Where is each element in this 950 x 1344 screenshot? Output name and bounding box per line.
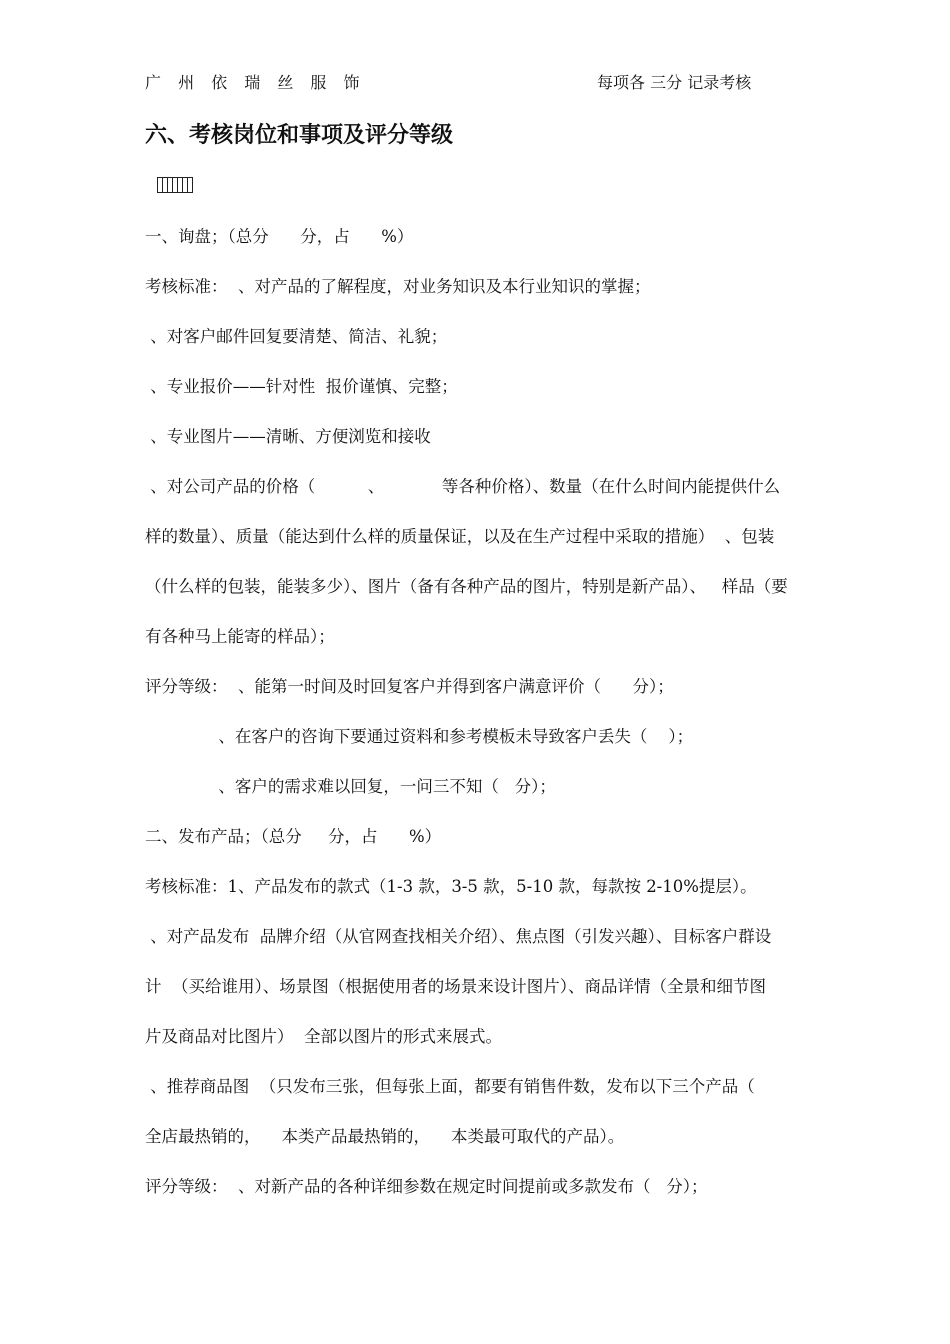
text-line: 一、询盘；（总分 分，占 %） xyxy=(145,227,414,246)
text-line: 考核标准： 、对产品的了解程度，对业务知识及本行业知识的掌握； xyxy=(145,277,651,296)
text-line: （什么样的包装，能装多少）、图片（备有各种产品的图片，特别是新产品）、 样品（要 xyxy=(145,577,788,596)
text-line: 全店最热销的， 本类产品最热销的， 本类最可取代的产品）。 xyxy=(145,1127,625,1146)
text-line: 、对客户邮件回复要清楚、简洁、礼貌； xyxy=(145,327,448,346)
header-score-note: 每项各 三分 xyxy=(597,73,683,92)
text-line: 、对公司产品的价格（ 、 等各种价格）、数量（在什么时间内能提供什么 xyxy=(145,477,781,496)
text-line: 片及商品对比图片） 全部以图片的形式来展式。 xyxy=(145,1027,502,1046)
text-line: 评分等级： 、能第一时间及时回复客户并得到客户满意评价（ 分）； xyxy=(145,677,674,696)
text-line: 、对产品发布 品牌介绍（从官网查找相关介绍）、焦点图（引发兴趣）、目标客户群设 xyxy=(145,927,772,946)
text-line: 二、发布产品；（总分 分，占 %） xyxy=(145,827,442,846)
text-line: 、专业报价——针对性 报价谨慎、完整； xyxy=(145,377,458,396)
barcode-stamp-icon xyxy=(157,177,193,193)
text-line: 、专业图片——清晰、方便浏览和接收 xyxy=(145,427,431,446)
text-line: 、在客户的咨询下要通过资料和参考模板未导致客户丢失（ ）； xyxy=(145,727,694,746)
header-note xyxy=(597,70,751,93)
text-line: 样的数量）、质量（能达到什么样的质量保证，以及在生产过程中采取的措施） 、包装 xyxy=(145,527,775,546)
text-line: 计 （买给谁用）、场景图（根据使用者的场景来设计图片）、商品详情（全景和细节图 xyxy=(145,977,766,996)
header-record-note: 记录考核 xyxy=(687,73,752,92)
company-name: 广 州 依 瑞 丝 服 饰 xyxy=(145,73,366,92)
text-line: 、推荐商品图 （只发布三张，但每张上面，都要有销售件数，发布以下三个产品（ xyxy=(145,1077,755,1096)
text-line: 有各种马上能寄的样品）； xyxy=(145,627,335,646)
text-line: 评分等级： 、对新产品的各种详细参数在规定时间提前或多款发布（ 分）； xyxy=(145,1177,708,1196)
text-line: 、客户的需求难以回复，一问三不知（ 分）； xyxy=(145,777,556,796)
text-line: 考核标准：1、产品发布的款式（1-3 款，3-5 款，5-10 款，每款按 2-10%提层）。 xyxy=(145,877,757,896)
section-title: 六、考核岗位和事项及评分等级 xyxy=(145,122,454,148)
